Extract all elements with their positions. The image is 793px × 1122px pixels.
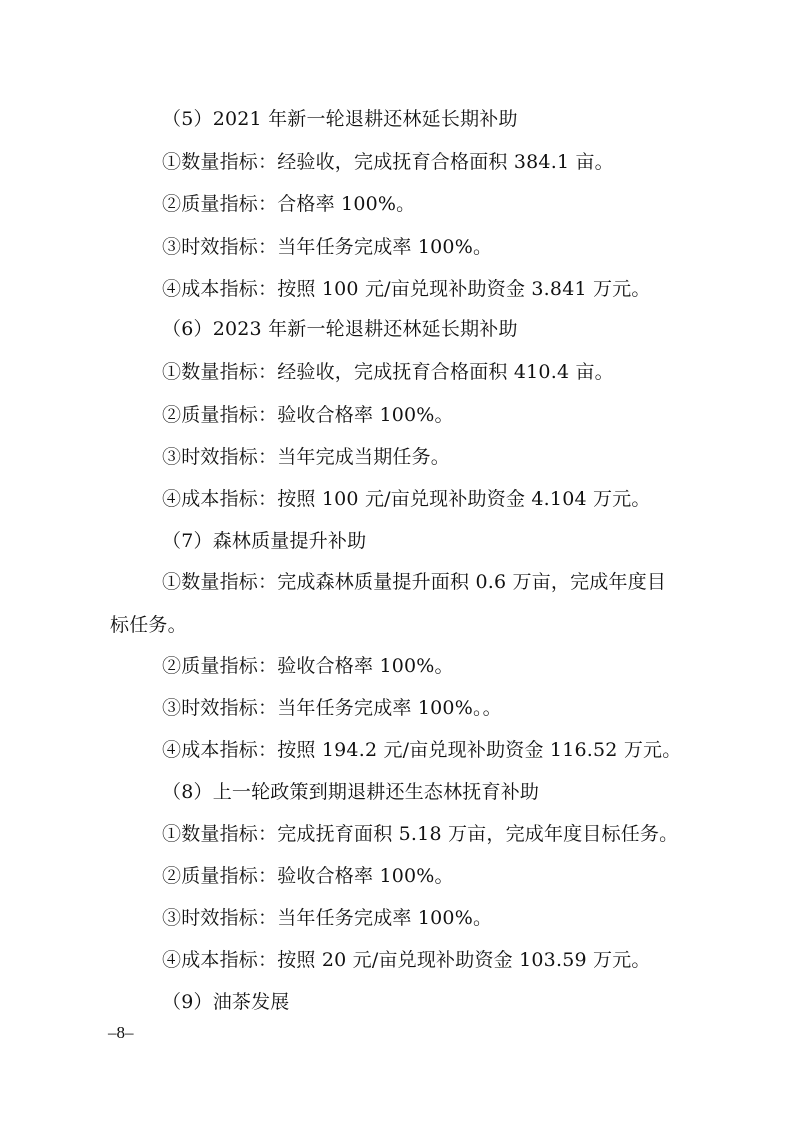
section-heading-5: （5）2021 年新一轮退耕还林延长期补助 <box>162 108 518 130</box>
paragraph-line: ④成本指标：按照 194.2 元/亩兑现补助资金 116.52 万元。 <box>162 739 682 761</box>
section-heading-9: （9）油茶发展 <box>162 991 290 1013</box>
paragraph-line: ①数量指标：完成森林质量提升面积 0.6 万亩，完成年度目 <box>162 571 667 593</box>
paragraph-line: ④成本指标：按照 100 元/亩兑现补助资金 3.841 万元。 <box>162 278 651 300</box>
section-heading-7: （7）森林质量提升补助 <box>162 530 367 552</box>
paragraph-line: ③时效指标：当年完成当期任务。 <box>162 446 451 468</box>
page-number: –8– <box>108 1023 134 1042</box>
paragraph-line: ③时效指标：当年任务完成率 100%。 <box>162 907 493 929</box>
paragraph-line: ④成本指标：按照 100 元/亩兑现补助资金 4.104 万元。 <box>162 488 651 510</box>
section-heading-6: （6）2023 年新一轮退耕还林延长期补助 <box>162 318 518 340</box>
paragraph-line: ①数量指标：完成抚育面积 5.18 万亩，完成年度目标任务。 <box>162 823 679 845</box>
paragraph-line: ②质量指标：验收合格率 100%。 <box>162 404 454 426</box>
paragraph-line: ②质量指标：验收合格率 100%。 <box>162 865 454 887</box>
paragraph-line: ①数量指标：经验收，完成抚育合格面积 410.4 亩。 <box>162 361 614 383</box>
paragraph-line: ②质量指标：验收合格率 100%。 <box>162 655 454 677</box>
paragraph-line: ②质量指标：合格率 100%。 <box>162 193 416 215</box>
section-heading-8: （8）上一轮政策到期退耕还生态林抚育补助 <box>162 781 540 803</box>
paragraph-line: ①数量指标：经验收，完成抚育合格面积 384.1 亩。 <box>162 151 614 173</box>
paragraph-line: ③时效指标：当年任务完成率 100%。。 <box>162 697 502 719</box>
paragraph-line: ④成本指标：按照 20 元/亩兑现补助资金 103.59 万元。 <box>162 949 651 971</box>
paragraph-line: ③时效指标：当年任务完成率 100%。 <box>162 236 493 258</box>
paragraph-line-continuation: 标任务。 <box>110 614 187 636</box>
